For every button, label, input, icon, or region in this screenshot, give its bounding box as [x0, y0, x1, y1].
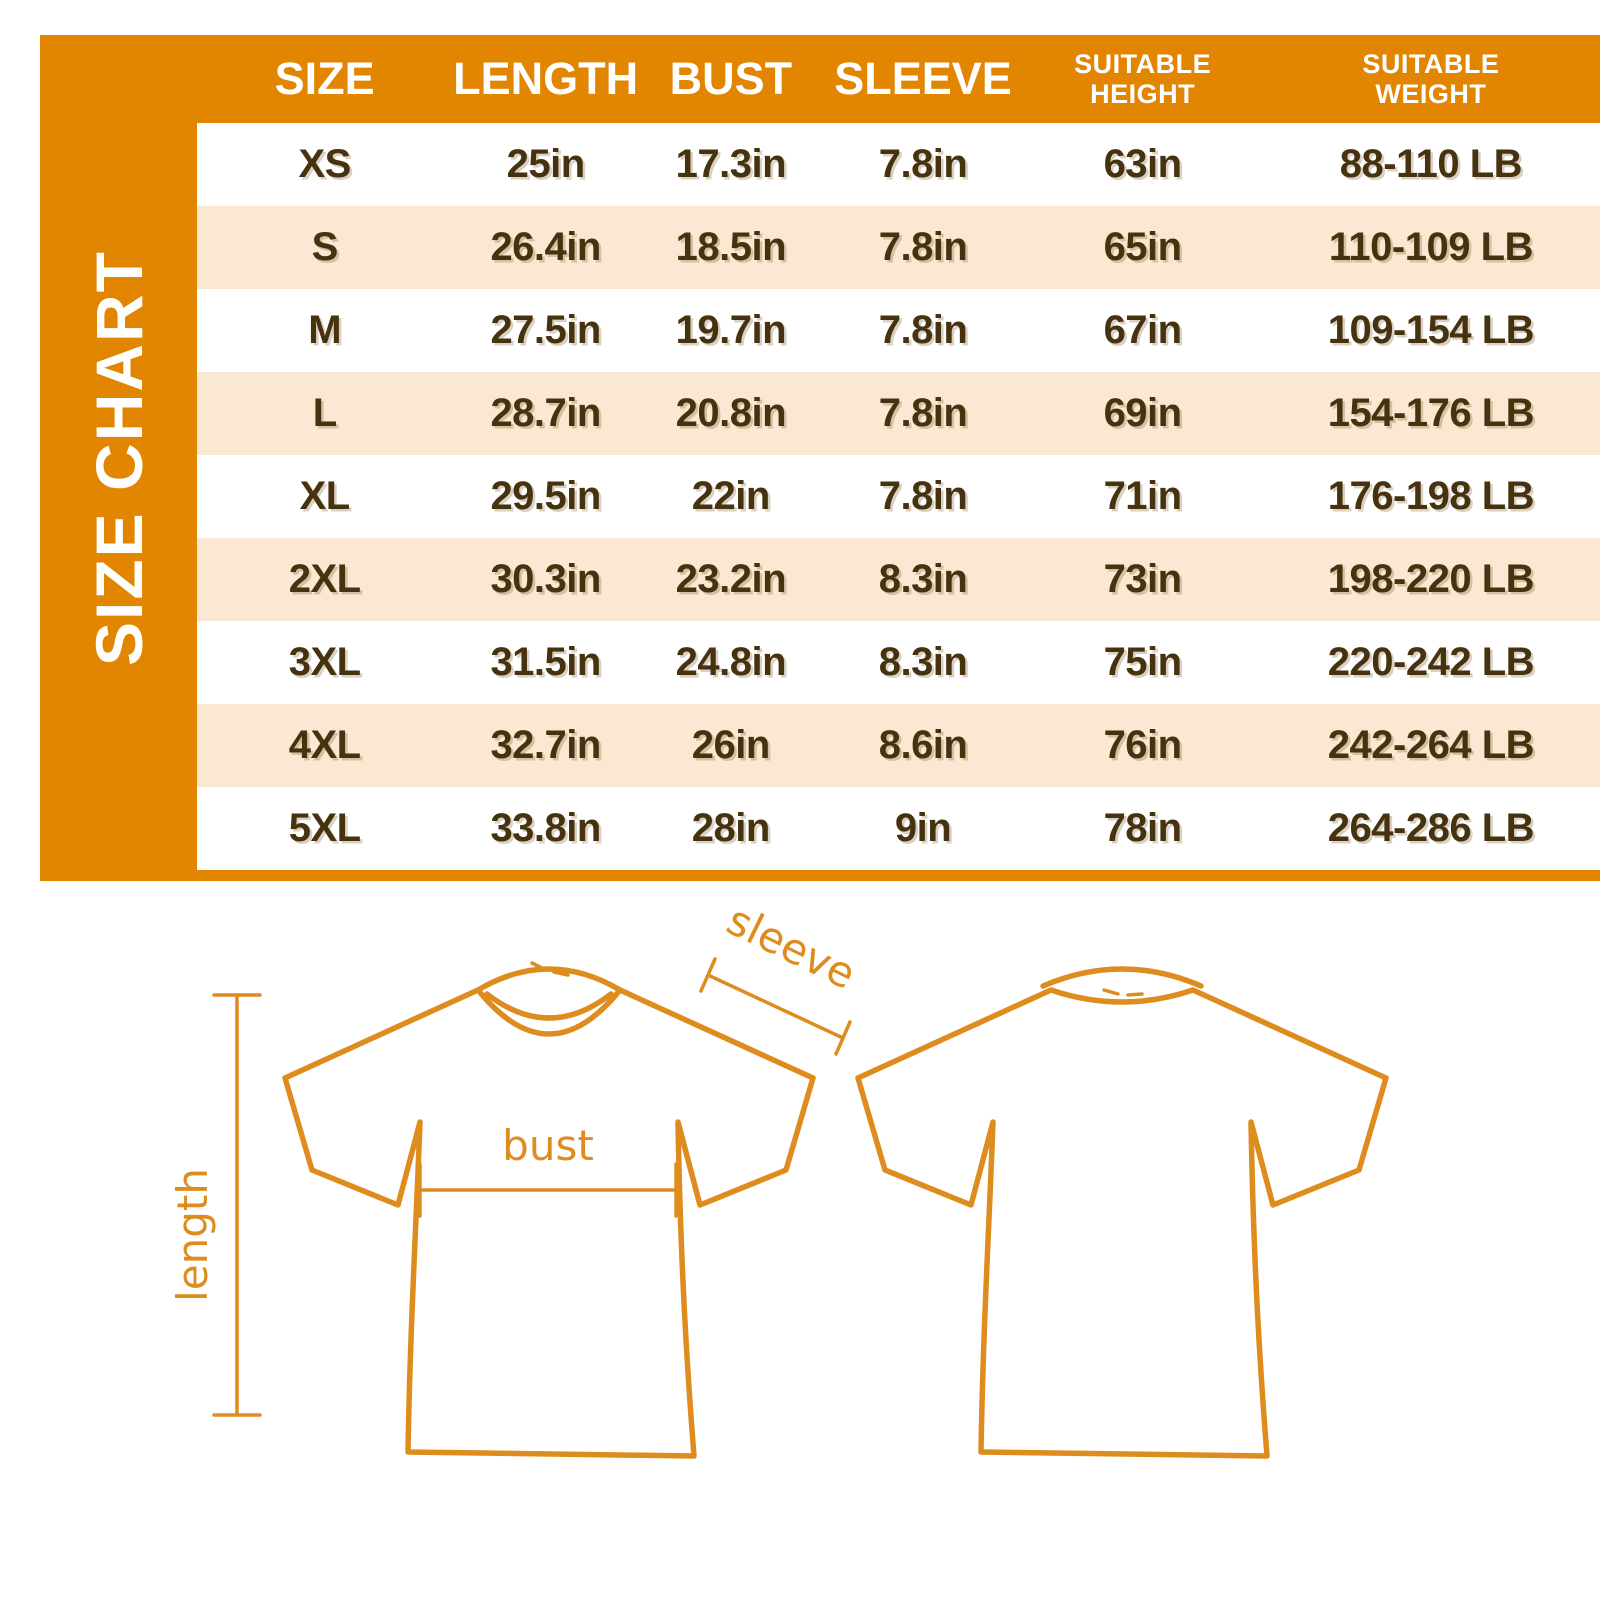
cell-size: XL	[299, 474, 350, 518]
sleeve-measure	[701, 895, 863, 1054]
cell-sleeve: 8.3in	[878, 640, 968, 684]
cell-bust: 24.8in	[675, 640, 787, 684]
length-label: length	[168, 1168, 217, 1302]
cell-weight: 242-264 LB	[1327, 723, 1535, 767]
cell-bust: 19.7in	[675, 308, 787, 352]
header-label-suitable-height: SUITABLE HEIGHT	[1074, 48, 1212, 109]
cell-height: 67in	[1103, 308, 1182, 352]
table-row-4xl	[197, 704, 1600, 787]
table-row-xl	[197, 455, 1600, 538]
cell-sleeve: 8.6in	[878, 723, 968, 767]
header-label-bust: BUST	[669, 53, 793, 104]
bust-label: bust	[502, 1121, 594, 1170]
cell-bust: 20.8in	[675, 391, 787, 435]
cell-weight: 154-176 LB	[1327, 391, 1535, 435]
cell-size: S	[311, 225, 338, 269]
bust-measure-line	[420, 1164, 676, 1216]
header-label-sleeve: SLEEVE	[834, 53, 1012, 104]
table-header-row	[197, 35, 1600, 123]
cell-height: 76in	[1103, 723, 1182, 767]
cell-height: 63in	[1103, 142, 1182, 186]
cell-length: 30.3in	[490, 557, 601, 601]
cell-height: 75in	[1103, 640, 1182, 684]
tshirt-back-outline	[858, 990, 1386, 1456]
table-row-l	[197, 372, 1600, 455]
cell-bust: 22in	[691, 474, 770, 518]
cell-bust: 28in	[691, 806, 770, 850]
table-row-s	[197, 206, 1600, 289]
cell-length: 28.7in	[490, 391, 601, 435]
table-row-3xl	[197, 621, 1600, 704]
cell-size: 5XL	[288, 806, 361, 850]
cell-weight: 88-110 LB	[1339, 142, 1523, 186]
tshirt-front-outline	[285, 990, 813, 1456]
cell-length: 31.5in	[490, 640, 601, 684]
cell-height: 73in	[1103, 557, 1182, 601]
cell-sleeve: 7.8in	[878, 391, 968, 435]
table-row-m	[197, 289, 1600, 372]
cell-bust: 18.5in	[675, 225, 787, 269]
cell-weight: 176-198 LB	[1327, 474, 1535, 518]
cell-sleeve: 7.8in	[878, 142, 968, 186]
tshirt-back-collar-top	[1043, 969, 1201, 986]
tshirt-front-collar-top	[478, 969, 620, 990]
table-row-5xl	[197, 787, 1600, 870]
cell-bust: 23.2in	[675, 557, 787, 601]
header-cell-length	[452, 35, 639, 123]
length-measure	[168, 995, 260, 1415]
header-cell-sleeve	[823, 35, 1024, 123]
cell-weight: 110-109 LB	[1328, 225, 1533, 269]
cell-length: 26.4in	[490, 225, 601, 269]
table-row-xs	[197, 123, 1600, 206]
cell-height: 78in	[1103, 806, 1182, 850]
header-label-size: SIZE	[274, 53, 375, 104]
page-title: SIZE CHART	[81, 250, 156, 666]
cell-length: 29.5in	[490, 474, 601, 518]
cell-size: L	[312, 391, 337, 435]
cell-height: 65in	[1103, 225, 1182, 269]
cell-size: XS	[298, 142, 351, 186]
cell-height: 71in	[1103, 474, 1182, 518]
cell-bust: 17.3in	[675, 142, 787, 186]
header-label-length: LENGTH	[453, 53, 639, 104]
header-cell-bust	[639, 35, 823, 123]
header-cell-size	[197, 35, 452, 123]
table-row-2xl	[197, 538, 1600, 621]
size-chart-frame	[40, 35, 1600, 881]
cell-height: 69in	[1103, 391, 1182, 435]
cell-length: 27.5in	[490, 308, 601, 352]
cell-weight: 220-242 LB	[1327, 640, 1535, 684]
sleeve-label: sleeve	[719, 895, 864, 999]
cell-size: M	[308, 308, 342, 352]
length-measure-line	[214, 995, 260, 1415]
header-cell-suitable-height	[1023, 35, 1262, 123]
cell-sleeve: 8.3in	[878, 557, 968, 601]
tshirt-back-drawing	[858, 969, 1386, 1456]
cell-sleeve: 7.8in	[878, 308, 968, 352]
sidebar	[40, 35, 197, 881]
cell-bust: 26in	[691, 723, 770, 767]
tshirt-front-drawing	[285, 963, 813, 1456]
cell-size: 4XL	[288, 723, 361, 767]
cell-length: 25in	[506, 142, 585, 186]
tshirt-back-collar-stitch	[1104, 990, 1142, 995]
table-body	[197, 123, 1600, 870]
cell-size: 2XL	[288, 557, 361, 601]
cell-sleeve: 7.8in	[878, 225, 968, 269]
cell-weight: 198-220 LB	[1327, 557, 1535, 601]
bust-measure	[420, 1121, 676, 1216]
cell-length: 33.8in	[490, 806, 601, 850]
cell-sleeve: 9in	[894, 806, 952, 850]
tshirt-measurement-diagram	[0, 880, 1600, 1600]
cell-weight: 109-154 LB	[1327, 308, 1535, 352]
cell-sleeve: 7.8in	[878, 474, 968, 518]
cell-weight: 264-286 LB	[1327, 806, 1535, 850]
header-label-suitable-weight: SUITABLE WEIGHT	[1362, 48, 1500, 109]
cell-size: 3XL	[288, 640, 361, 684]
header-cell-suitable-weight	[1262, 35, 1600, 123]
cell-length: 32.7in	[490, 723, 601, 767]
